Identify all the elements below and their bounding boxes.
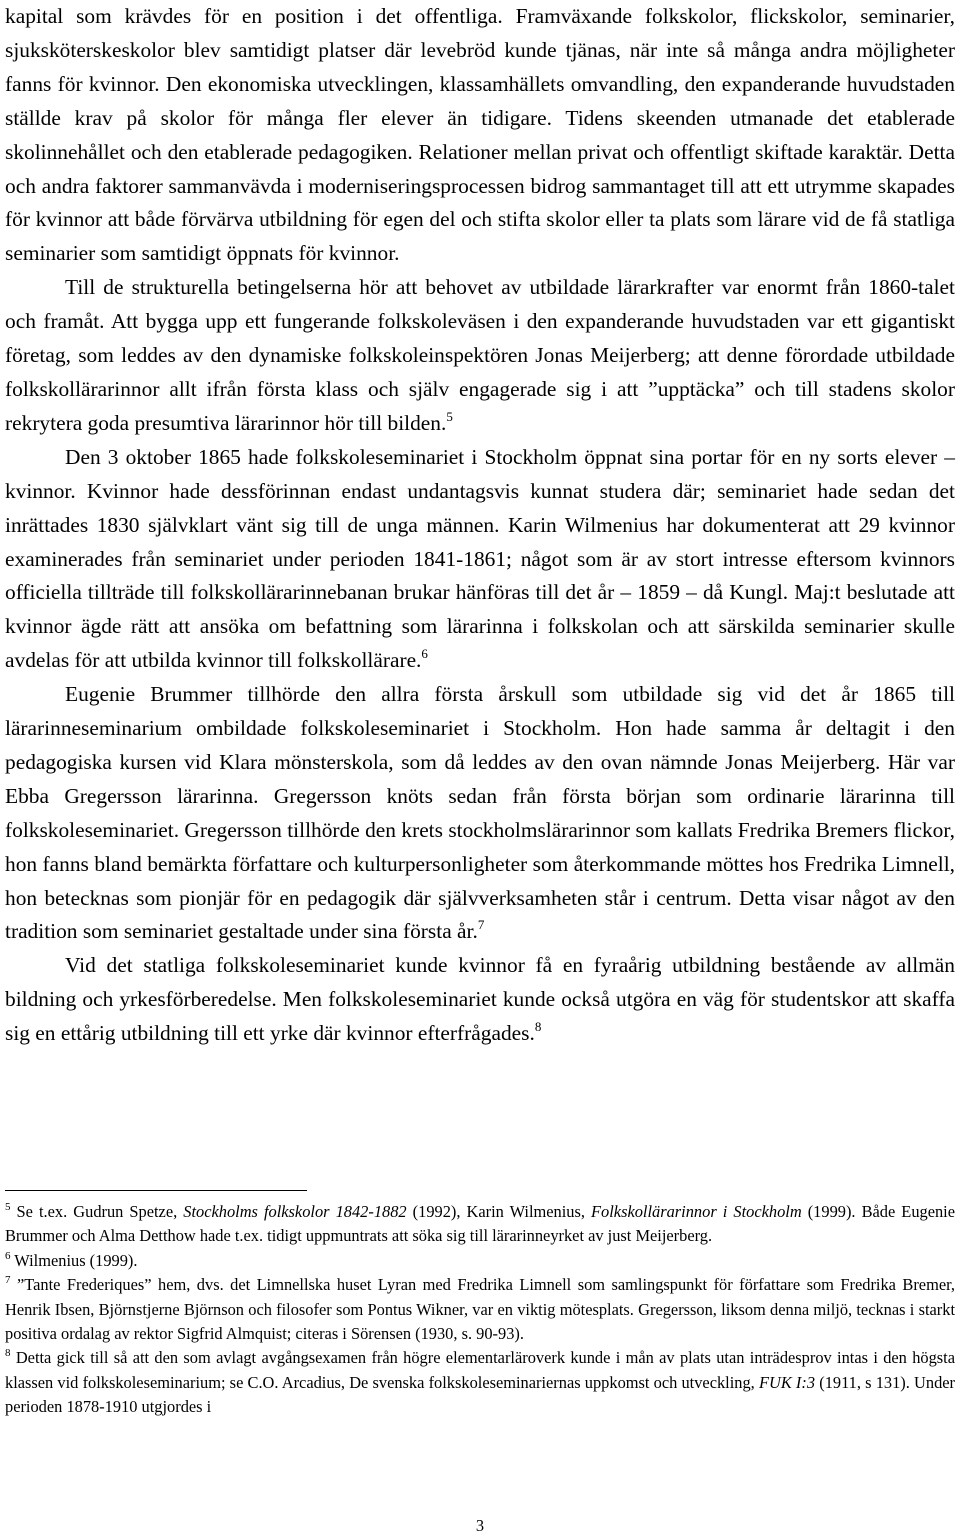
- text-run: Detta gick till så att den som avlagt avgångsexamen från högre elementarläroverk kunde i mån av plats utan inträdesprov intas i den högsta klassen vid folkskoleseminarium; se C.O. Arcadius, De svenska folkskoleseminariernas uppkomst och utveckling,: [5, 1348, 955, 1392]
- page-number: 3: [475, 1516, 485, 1535]
- paragraph: [5, 271, 955, 441]
- footnote-separator: [5, 1190, 307, 1191]
- footnote: [5, 1346, 955, 1419]
- footnote: [5, 1273, 955, 1346]
- footnote-ref: 5: [5, 1201, 11, 1213]
- text-run: (1992), Karin Wilmenius,: [406, 1202, 592, 1221]
- text-run: Till de strukturella betingelserna hör att behovet av utbildade lärarkrafter var enormt från 1860-talet och framåt. Att bygga upp ett fungerande folkskoleväsen i den expanderande huvudstaden var ett gigantiskt företag, som leddes av den dynamiske folkskoleinspektören Jonas Meijerberg; att denne förordade utbildade folkskollärarinnor allt ifrån första klass och själv engagerade sig i att ”upptäcka” och till stadens skolor rekrytera goda presumtiva lärarinnor hör till bilden.: [5, 275, 955, 435]
- footnote-ref: 8: [534, 1019, 542, 1035]
- paragraph: [5, 0, 955, 271]
- text-run: (1999). Både Eugenie Brummer och Alma Detthow hade t.ex. tidigt uppmuntrats att söka sig till lärarinneyrket av just Meijerberg.: [5, 1202, 956, 1246]
- footnote-ref: 5: [446, 408, 453, 424]
- text-run: Se t.ex. Gudrun Spetze,: [10, 1202, 184, 1221]
- footnote-ref: 8: [5, 1347, 11, 1360]
- text-run: Wilmenius (1999).: [10, 1250, 138, 1270]
- body-text: [5, 0, 955, 1051]
- footnote: [5, 1249, 955, 1273]
- text-run: ”Tante Frederiques” hem, dvs. det Limnellska huset Lyran med Fredrika Limnell som samlingspunkt för författare som Fredrika Bremer, Henrik Ibsen, Björnstjerne Björnson och filosofer som Pontus Wikner, var en viktig mötesplats. Gregersson, liksom denna miljö, tecknas i starkt positiva ordalag av rektor Sigfrid Almquist; citeras i Sörensen (1930, s. 90-93).: [5, 1275, 955, 1344]
- paragraph: [5, 441, 955, 678]
- footnote-ref: 7: [5, 1274, 11, 1287]
- text-run: kapital som krävdes för en position i det offentliga. Framväxande folkskolor, flickskolor, seminarier, sjuksköterskeskolor blev samtidigt platser där levebröd kunde tjänas, när inte så många andra möjligheter fanns för kvinnor. Den ekonomiska utvecklingen, klassamhällets omvandling, den expanderande huvudstaden ställde krav på skolor för många fler elever än tidigare. Tidens skeenden utmanade det etablerade skolinnehållet och den etablerade pedagogiken. Relationer mellan privat och offentligt skiftade karaktär. Detta och andra faktorer sammanvävda i moderniseringsprocessen bidrog sammantaget till att ett utrymme skapades för kvinnor att både förvärva utbildning för egen del och stifta skolor eller ta plats som lärare vid de få statliga seminarier som samtidigt öppnats för kvinnor.: [5, 4, 955, 266]
- footnote-ref: 6: [5, 1249, 11, 1262]
- text-run: Vid det statliga folkskoleseminariet kunde kvinnor få en fyraårig utbildning bestående av allmän bildning och yrkesförberedelse. Men folkskoleseminariet kunde också utgöra en väg för studentskor att skaffa sig en ettårig utbildning till ett yrke där kvinnor efterfrågades.: [5, 953, 955, 1046]
- footnote-ref: 6: [421, 646, 428, 662]
- footnote: [5, 1200, 955, 1249]
- text-run: (1911, s 131). Under perioden 1878-1910 utgjordes i: [5, 1372, 955, 1417]
- paragraph: [5, 949, 955, 1051]
- footnotes: [5, 1200, 955, 1420]
- italic-text: Stockholms folkskolor 1842-1882: [183, 1202, 407, 1221]
- text-run: Den 3 oktober 1865 hade folkskoleseminariet i Stockholm öppnat sina portar för en ny sorts elever – kvinnor. Kvinnor hade dessförinnan endast undantagsvis kunnat studera där; seminariet hade sedan det inrättades 1830 självklart vänt sig till de unga männen. Karin Wilmenius har dokumenterat att 29 kvinnor examinerades från seminariet under perioden 1841-1861; något som är av stort intresse eftersom kvinnors officiella tillträde till folkskollärarinnebanan brukar hänföras till det år – 1859 – då Kungl. Maj:t beslutade att kvinnor ägde rätt att ansöka om befattning som lärarinna i folkskolan och att särskilda seminarier skulle avdelas för att utbilda kvinnor till folkskollärare.: [5, 444, 955, 673]
- paragraph: [5, 678, 955, 949]
- italic-text: FUK I:3: [758, 1372, 816, 1392]
- text-run: Eugenie Brummer tillhörde den allra första årskull som utbildade sig vid det år 1865 till lärarinneseminarium ombildade folkskoleseminariet i Stockholm. Hon hade samma år deltagit i den pedagogiska kursen vid Klara mönsterskola, som då leddes av den ovan nämnde Jonas Meijerberg. Här var Ebba Gregersson lärarinna. Gregersson knöts sedan från första början som ordinarie lärarinna till folkskoleseminariet. Gregersson tillhörde den krets stockholmslärarinnor som kallats Fredrika Bremers flickor, hon fanns bland bemärkta författare och kulturpersonligheter som återkommande möttes hos Fredrika Limnell, hon betecknas som pionjär för en pedagogik där självverksamheten står i centrum. Detta visar något av den tradition som seminariet gestaltade under sina första år.: [5, 682, 955, 944]
- italic-text: Folkskollärarinnor i Stockholm: [591, 1202, 802, 1221]
- footnote-ref: 7: [477, 917, 485, 933]
